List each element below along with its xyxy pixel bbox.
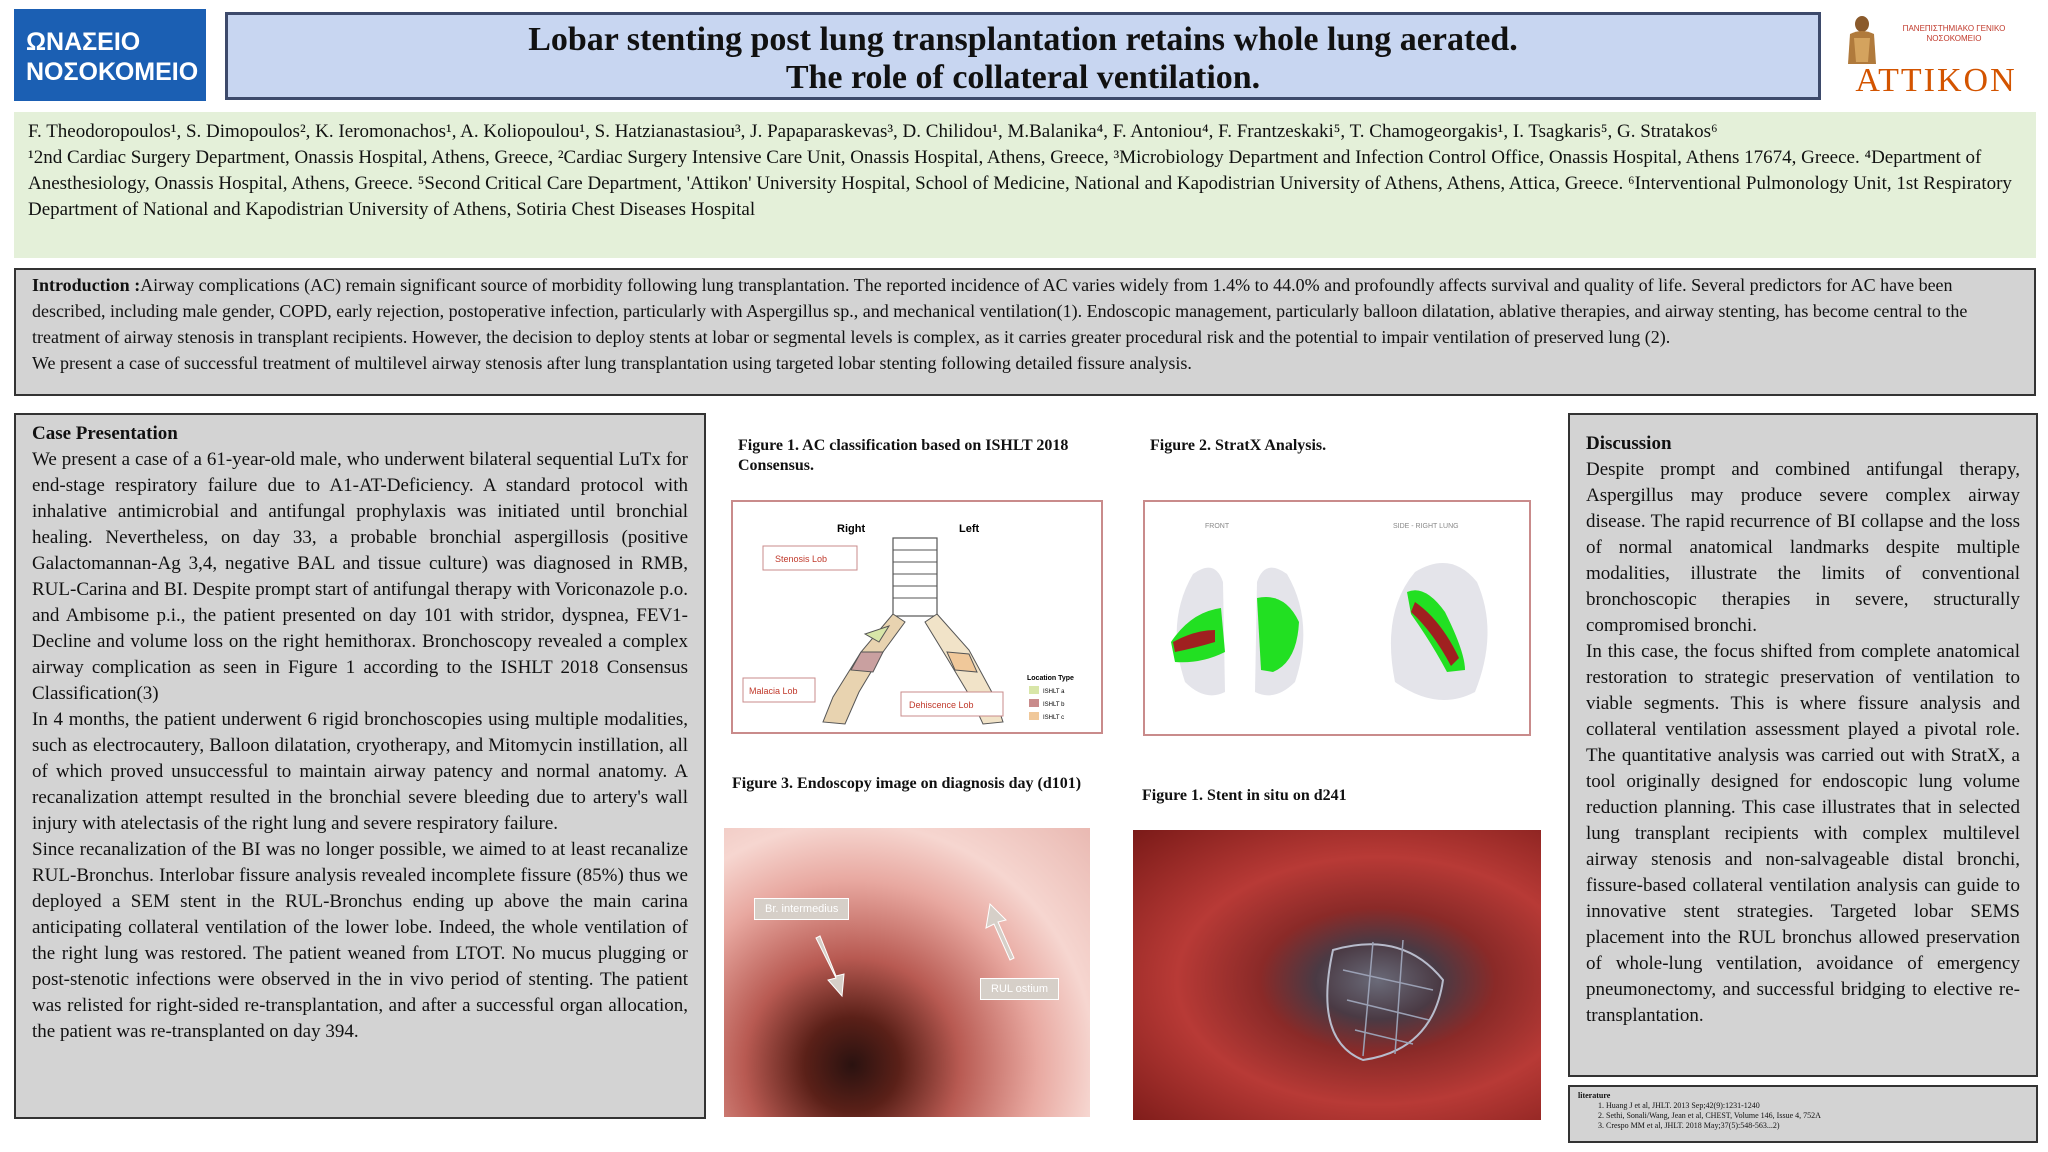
case-heading: Case Presentation bbox=[32, 423, 178, 444]
fig2-side-label: SIDE - RIGHT LUNG bbox=[1393, 523, 1459, 530]
intro-text-2: We present a case of successful treatment of multilevel airway stenosis after lung transplantation using targeted lobar stenting following detailed fissure analysis. bbox=[32, 353, 1192, 373]
discussion-panel bbox=[1568, 413, 2038, 1077]
fig1-box-stenosis: Stenosis Lob bbox=[775, 554, 828, 564]
case-paragraph-3: Since recanalization of the BI was no longer possible, we aimed to at least recanalize RUL-Bronchus. Interlobar fissure analysis revealed incomplete fissure (85%) thus we deployed a SEM stent in the RUL-Bronchus ending up above the main carina anticipating collateral ventilation of the lower lobe. Indeed, the whole ventilation of the right lung was restored. The patient weaned from LTOT. No mucus plugging or post-stenotic infections were observed in the in vivo period of stenting. The patient was relisted for right-sided re-transplantation, and after a successful organ allocation, the patient was re-transplanted on day 394. bbox=[32, 839, 688, 1042]
trachea-icon bbox=[893, 538, 937, 616]
stent-photo-d241 bbox=[1133, 830, 1541, 1120]
legend-a: ISHLT a bbox=[1043, 689, 1065, 695]
references-list bbox=[1578, 1101, 2028, 1131]
logo-left-line1: ΩΝΑΣΕΙΟ bbox=[26, 28, 141, 56]
fig3-label-rul: RUL ostium bbox=[980, 978, 1059, 1000]
side-lung-icon bbox=[1391, 563, 1488, 700]
attikon-name: ATTIKON bbox=[1855, 62, 2017, 99]
figure1-diagram bbox=[731, 500, 1103, 734]
fig1-box-malacia: Malacia Lob bbox=[749, 686, 798, 696]
legend-b: ISHLT b bbox=[1043, 702, 1065, 708]
intro-heading: Introduction : bbox=[32, 275, 141, 295]
figure3-caption: Figure 3. Endoscopy image on diagnosis day (d101) bbox=[732, 775, 1082, 792]
author-affiliations: ¹2nd Cardiac Surgery Department, Onassis Hospital, Athens, Greece, ²Cardiac Surgery Intensive Care Unit, Onassis Hospital, Athens, Greece, ³Microbiology Department and Infection Control Office, Onassis Hospital, Athens 17674, Greece. ⁴Department of Anesthesiology, Onassis Hospital, Athens, Greece. ⁵Second Critical Care Department, 'Attikon' University Hospital, School of Medicine, National and Kapodistrian University of Athens, Athens, Attica, Greece. ⁶Interventional Pulmonology Unit, 1st Respiratory Department of National and Kapodistrian University of Athens, Sotiria Chest Diseases Hospital bbox=[28, 147, 2012, 220]
fig1-legend bbox=[1027, 675, 1074, 721]
attikon-subtitle: ΠΑΝΕΠΙΣΤΗΜΙΑΚΟ ΓΕΝΙΚΟ ΝΟΣΟΚΟΜΕΙΟ bbox=[1902, 24, 2006, 43]
stent-mesh-icon bbox=[1133, 830, 1541, 1120]
authors-block bbox=[14, 112, 2036, 258]
arrow-icon bbox=[816, 936, 844, 996]
case-paragraph-2: In 4 months, the patient underwent 6 rigid bronchoscopies using multiple modalities, such as electrocautery, Balloon dilatation, cryotherapy, and Mitomycin instillation, all of which proved unsuccessful to maintain airway patency and normal anatomy. A recanalization attempt resulted in the bronchial severe bleeding due to artery's wall injury with atelectasis of the right lung and severe respiratory failure. bbox=[32, 709, 688, 834]
logo-left-line2: ΝΟΣΟΚΟΜΕΙΟ bbox=[26, 58, 199, 86]
case-paragraph-1: We present a case of a 61-year-old male, who underwent bilateral sequential LuTx for end-stage respiratory failure due to A1-AT-Deficiency. A standard protocol with inhalative antimicrobial and antifungal prophylaxis was initiated until bronchial healing. Nevertheless, on day 33, a probable bronchial aspergillosis (positive Galactomannan-Ag 3,4, negative BAL and tissue culture) was diagnosed in RMB, RUL-Carina and BI. Despite prompt start of antifungal therapy with Voriconazole p.o. and Ambisome p.i., the patient presented on day 101 with stridor, dyspnea, FEV1-Decline and volume loss on the right hemithorax. Bronchoscopy revealed a complex airway complication as seen in Figure 1 according to the ISHLT 2018 Consensus Classification(3) bbox=[32, 449, 688, 704]
fig1-left-label: Left bbox=[959, 523, 980, 535]
poster-title bbox=[225, 12, 1821, 100]
arrow-icon-2 bbox=[986, 904, 1014, 960]
front-lungs-icon bbox=[1171, 568, 1303, 696]
endoscopy-photo-d101 bbox=[724, 828, 1090, 1117]
airway-diagram bbox=[733, 502, 1101, 732]
fig2-front-label: FRONT bbox=[1205, 523, 1230, 530]
discussion-heading: Discussion bbox=[1586, 433, 1672, 454]
references-panel bbox=[1568, 1085, 2038, 1143]
title-line1: Lobar stenting post lung transplantation retains whole lung aerated. bbox=[528, 21, 1518, 58]
figure2-caption: Figure 2. StratX Analysis. bbox=[1150, 437, 1327, 454]
fig3-label-br-intermedius: Br. intermedius bbox=[754, 898, 849, 920]
case-presentation-panel bbox=[14, 413, 706, 1119]
intro-text: Airway complications (AC) remain significant source of morbidity following lung transplantation. The reported incidence of AC varies widely from 1.4% to 44.0% and profoundly affects survival and quality of life. Several predictors for AC have been described, including male gender, COPD, early rejection, postoperative infection, particularly with Aspergillus sp., and mechanical ventilation(1). Endoscopic management, particularly balloon dilatation, ablative therapies, and airway stenting, has become central to the treatment of airway stenosis in transplant recipients. However, the decision to deploy stents at lobar or segmental levels is complex, as it carries greater procedural risk and the potential to impair ventilation of preserved lung (2). bbox=[32, 275, 1968, 347]
legend-c: ISHLT c bbox=[1043, 715, 1065, 721]
figure2-stratx bbox=[1143, 500, 1531, 736]
legend-title: Location Type bbox=[1027, 675, 1074, 682]
title-line2: The role of collateral ventilation. bbox=[785, 59, 1261, 96]
references-heading: literature bbox=[1578, 1091, 1611, 1100]
fig3-arrows bbox=[724, 828, 1090, 1117]
discussion-paragraph-1: Despite prompt and combined antifungal therapy, Aspergillus may produce severe complex airway disease. The rapid recurrence of BI collapse and the loss of normal anatomical landmarks despite multiple modalities, illustrate the limits of conventional bronchoscopic therapies in severe, structurally compromised bronchi. bbox=[1586, 459, 2020, 636]
statue-icon bbox=[1840, 14, 1884, 66]
reference-item: 2. Sethi, Sonali/Wang, Jean et al, CHEST, Volume 146, Issue 4, 752A bbox=[1606, 1111, 2028, 1121]
reference-item: 3. Crespo MM et al, JHLT. 2018 May;37(5):548-563...2) bbox=[1606, 1121, 2028, 1131]
figure1-caption: Figure 1. AC classification based on ISHLT 2018 Consensus. bbox=[738, 437, 1069, 474]
discussion-paragraph-2: In this case, the focus shifted from complete anatomical restoration to strategic preservation of ventilation to viable segments. This is where fissure analysis and collateral ventilation assessment played a pivotal role. The quantitative analysis was carried out with StratX, a tool originally designed for endoscopic lung volume reduction planning. This case illustrates that in selected lung transplant recipients with complex multilevel airway stenosis and non-salvageable distal bronchi, fissure-based collateral ventilation analysis can guide to innovative stent strategies. Targeted lobar SEMS placement into the RUL bronchus allowed preservation of whole-lung ventilation, avoidance of emergency pneumonectomy, and successful bridging to elective re-transplantation. bbox=[1586, 641, 2020, 1026]
reference-item: 1. Huang J et al, JHLT. 2013 Sep;42(9):1231-1240 bbox=[1606, 1101, 2028, 1111]
introduction-panel bbox=[14, 268, 2036, 396]
author-names: F. Theodoropoulos¹, S. Dimopoulos², K. Ieromonachos¹, A. Koliopoulou¹, S. Hatzianastasiou³, J. Papaparaskevas³, D. Chilidou¹, M.Balanika⁴, F. Antoniou⁴, F. Frantzeskaki⁵, T. Chamogeorgakis¹, I. Tsagkaris⁵, G. Stratakos⁶ bbox=[28, 121, 1718, 142]
onassis-logo bbox=[14, 9, 206, 101]
fig1-box-dehiscence: Dehiscence Lob bbox=[909, 700, 974, 710]
fig1-right-label: Right bbox=[837, 523, 866, 535]
attikon-logo bbox=[1836, 10, 2036, 102]
lung-models bbox=[1145, 502, 1529, 734]
figure4-caption: Figure 1. Stent in situ on d241 bbox=[1142, 787, 1347, 804]
